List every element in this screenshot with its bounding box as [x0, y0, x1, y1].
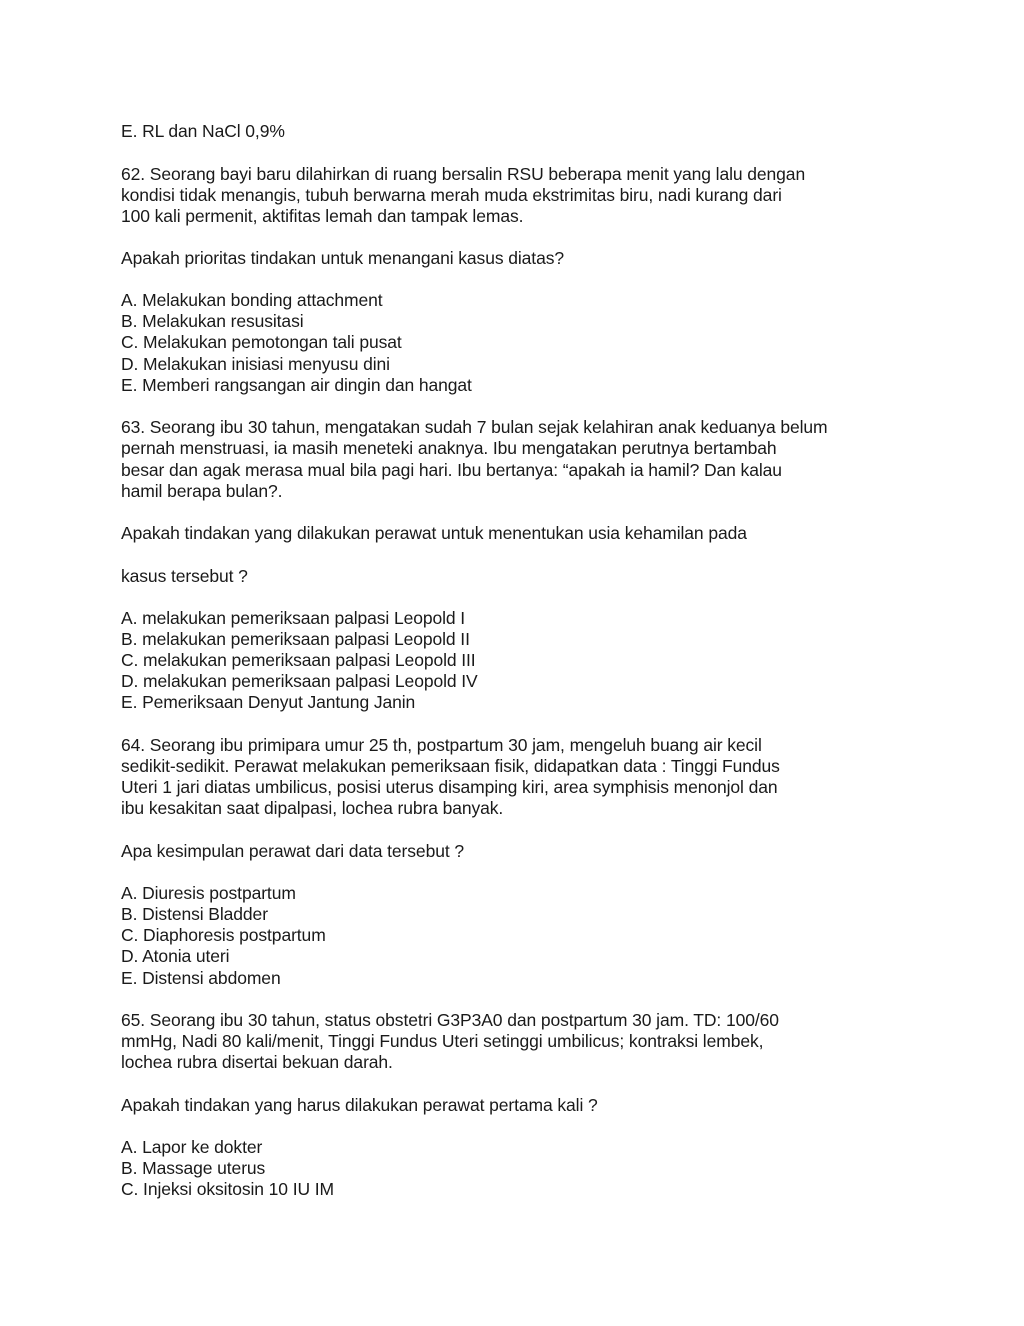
- q63-text-line-2: pernah menstruasi, ia masih meneteki anaknya. Ibu mengatakan perutnya bertambah: [121, 438, 777, 458]
- q63-text-line-1: 63. Seorang ibu 30 tahun, mengatakan sudah 7 bulan sejak kelahiran anak keduanya belum: [121, 417, 828, 437]
- q63-text-line-3: besar dan agak merasa mual bila pagi hari. Ibu bertanya: “apakah ia hamil? Dan kalau: [121, 460, 782, 480]
- q64-text-line-1: 64. Seorang ibu primipara umur 25 th, postpartum 30 jam, mengeluh buang air kecil: [121, 735, 762, 755]
- q62-option-b: B. Melakukan resusitasi: [121, 311, 304, 331]
- q63-option-d: D. melakukan pemeriksaan palpasi Leopold IV: [121, 671, 478, 691]
- q65-option-a: A. Lapor ke dokter: [121, 1137, 263, 1157]
- q62-option-a: A. Melakukan bonding attachment: [121, 290, 383, 310]
- q64-option-d: D. Atonia uteri: [121, 946, 230, 966]
- q64-prompt: Apa kesimpulan perawat dari data tersebut ?: [121, 841, 464, 861]
- q62-option-c: C. Melakukan pemotongan tali pusat: [121, 332, 402, 352]
- q63-prompt-line-1: Apakah tindakan yang dilakukan perawat untuk menentukan usia kehamilan pada: [121, 523, 747, 543]
- q63-option-a: A. melakukan pemeriksaan palpasi Leopold I: [121, 608, 466, 628]
- q65-prompt: Apakah tindakan yang harus dilakukan perawat pertama kali ?: [121, 1095, 598, 1115]
- q63-option-e: E. Pemeriksaan Denyut Jantung Janin: [121, 692, 416, 712]
- q63-prompt-line-2: kasus tersebut ?: [121, 566, 248, 586]
- q64-text-line-2: sedikit-sedikit. Perawat melakukan pemeriksaan fisik, didapatkan data : Tinggi Fundus: [121, 756, 780, 776]
- q62-prompt: Apakah prioritas tindakan untuk menangani kasus diatas?: [121, 248, 564, 268]
- q63-option-c: C. melakukan pemeriksaan palpasi Leopold III: [121, 650, 476, 670]
- q64-text-line-4: ibu kesakitan saat dipalpasi, lochea rubra banyak.: [121, 798, 504, 818]
- q64-option-b: B. Distensi Bladder: [121, 904, 268, 924]
- q65-text-line-1: 65. Seorang ibu 30 tahun, status obstetri G3P3A0 dan postpartum 30 jam. TD: 100/60: [121, 1010, 779, 1030]
- q62-text-line-3: 100 kali permenit, aktifitas lemah dan tampak lemas.: [121, 206, 524, 226]
- q64-option-c: C. Diaphoresis postpartum: [121, 925, 326, 945]
- q64-option-a: A. Diuresis postpartum: [121, 883, 296, 903]
- q65-text-line-3: lochea rubra disertai bekuan darah.: [121, 1052, 393, 1072]
- q65-option-b: B. Massage uterus: [121, 1158, 266, 1178]
- q65-option-c: C. Injeksi oksitosin 10 IU IM: [121, 1179, 335, 1199]
- q62-text-line-1: 62. Seorang bayi baru dilahirkan di ruang bersalin RSU beberapa menit yang lalu dengan: [121, 164, 806, 184]
- q62-option-e: E. Memberi rangsangan air dingin dan hangat: [121, 375, 472, 395]
- q65-text-line-2: mmHg, Nadi 80 kali/menit, Tinggi Fundus Uteri setinggi umbilicus; kontraksi lembek,: [121, 1031, 764, 1051]
- q64-text-line-3: Uteri 1 jari diatas umbilicus, posisi uterus disamping kiri, area symphisis menonjol dan: [121, 777, 778, 797]
- q63-text-line-4: hamil berapa bulan?.: [121, 481, 283, 501]
- q62-text-line-2: kondisi tidak menangis, tubuh berwarna merah muda ekstrimitas biru, nadi kurang dari: [121, 185, 782, 205]
- q64-option-e: E. Distensi abdomen: [121, 968, 281, 988]
- q62-option-d: D. Melakukan inisiasi menyusu dini: [121, 354, 390, 374]
- q63-option-b: B. melakukan pemeriksaan palpasi Leopold II: [121, 629, 470, 649]
- option-prev-e: E. RL dan NaCl 0,9%: [121, 121, 285, 141]
